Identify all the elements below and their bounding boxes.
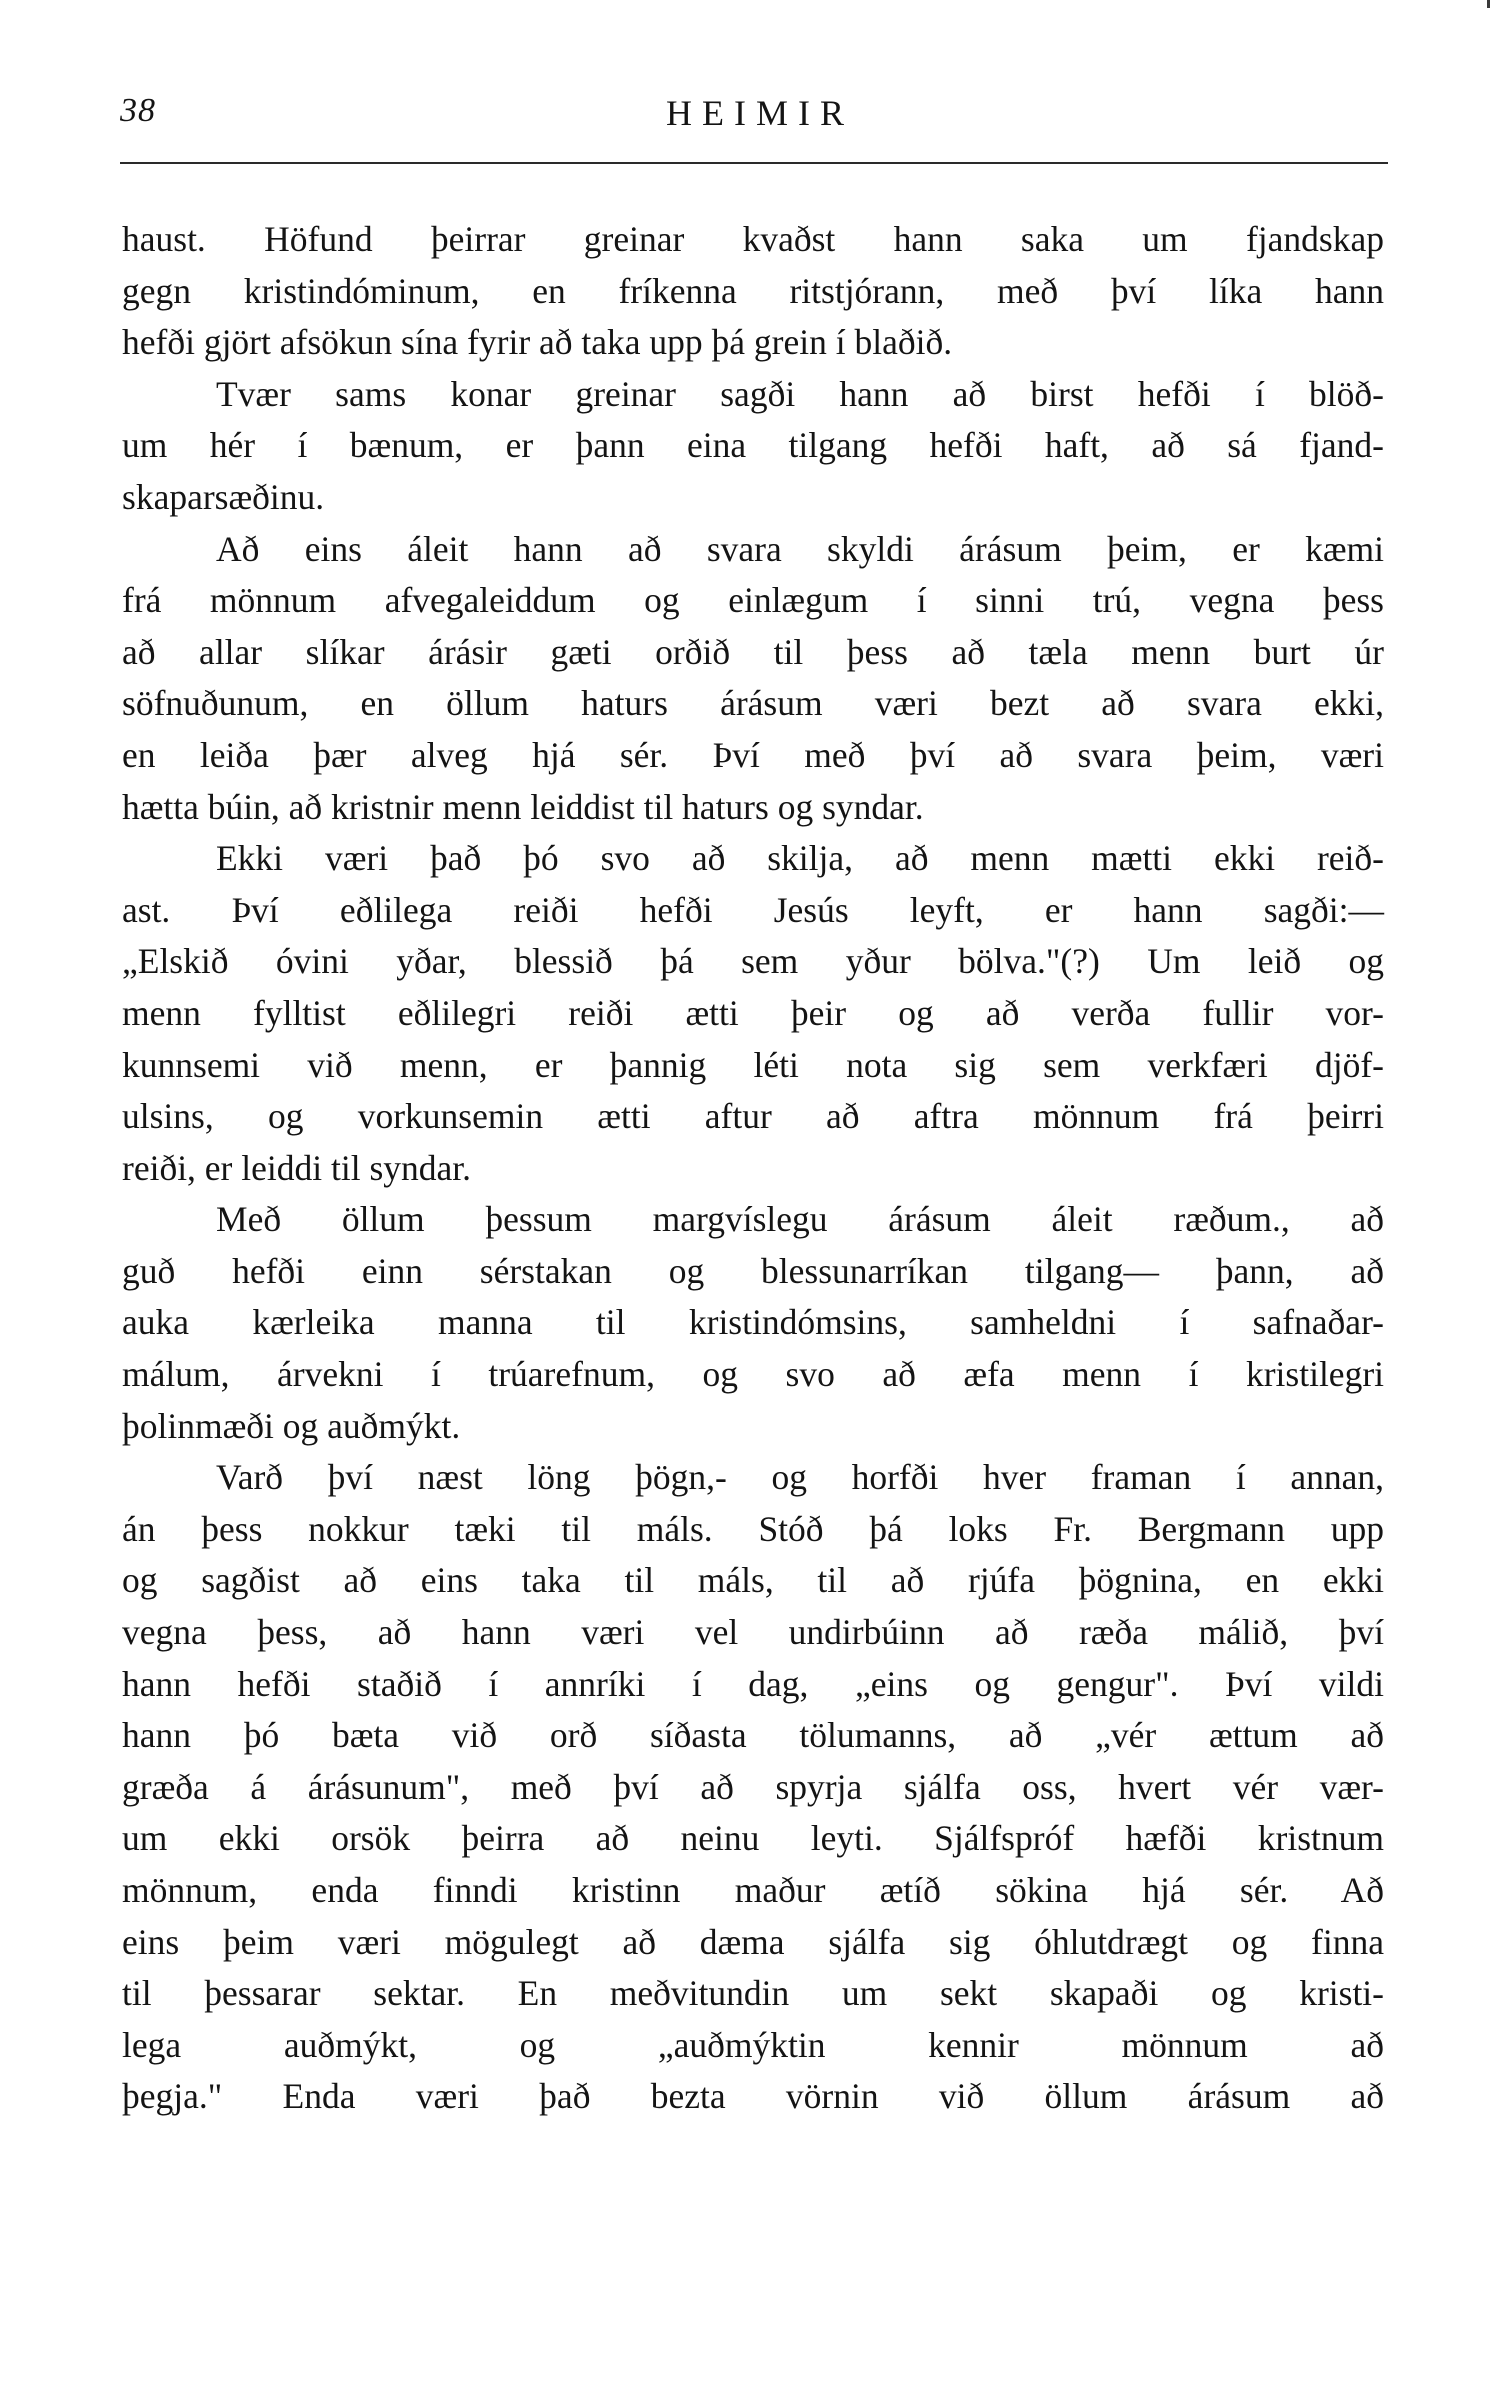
text-line: að allar slíkar árásir gæti orðið til þess að tæla menn burt úr [122, 631, 1384, 672]
text-line: Að eins áleit hann að svara skyldi árásum þeim, er kæmi [216, 528, 1384, 569]
text-line: en leiða þær alveg hjá sér. Því með því að svara þeim, væri [122, 734, 1384, 775]
text-line: Ekki væri það þó svo að skilja, að menn mætti ekki reið- [216, 838, 1384, 879]
text-line: frá mönnum afvegaleiddum og einlægum í sinni trú, vegna þess [122, 580, 1384, 621]
text-line: hefði gjört afsökun sína fyrir að taka upp þá grein í blaðið. [122, 322, 953, 363]
paragraph [122, 833, 1384, 1194]
text-line: um hér í bænum, er þann eina tilgang hefði haft, að sá fjand- [122, 425, 1384, 466]
text-line: ulsins, og vorkunsemin ætti aftur að aftra mönnum frá þeirri [122, 1096, 1384, 1137]
paragraph [122, 1452, 1384, 2123]
text-line: mönnum, enda finndi kristinn maður ætíð sökina hjá sér. Að [122, 1870, 1384, 1910]
text-line: þegja." Enda væri það bezta vörnin við öllum árásum að [122, 2076, 1384, 2117]
body-text [122, 214, 1384, 2123]
text-line: kunnsemi við menn, er þannig léti nota sig sem verkfæri djöf- [122, 1044, 1384, 1085]
text-line: hætta búin, að kristnir menn leiddist til haturs og syndar. [122, 786, 924, 827]
text-line: málum, árvekni í trúarefnum, og svo að æfa menn í kristilegri [122, 1354, 1384, 1395]
page-number: 38 [120, 92, 156, 129]
text-line: Með öllum þessum margvíslegu árásum áleit ræðum., að [216, 1199, 1384, 1240]
text-line: vegna þess, að hann væri vel undirbúinn að ræða málið, því [122, 1612, 1384, 1653]
text-line: hann hefði staðið í annríki í dag, „eins og gengur". Því vildi [122, 1663, 1384, 1704]
text-line: reiði, er leiddi til syndar. [122, 1147, 472, 1188]
text-line: eins þeim væri mögulegt að dæma sjálfa sig óhlutdrægt og finna [122, 1921, 1384, 1962]
page-header [120, 92, 1388, 152]
text-line: menn fylltist eðlilegri reiði ætti þeir og að verða fullir vor- [122, 992, 1384, 1033]
text-line: „Elskið óvini yðar, blessið þá sem yður bölva."(?) Um leið og [122, 941, 1384, 982]
paragraph [122, 369, 1384, 524]
text-line: þolinmæði og auðmýkt. [122, 1405, 461, 1446]
text-line: söfnuðunum, en öllum haturs árásum væri bezt að svara ekki, [122, 683, 1384, 724]
text-line: og sagðist að eins taka til máls, til að rjúfa þögnina, en ekki [122, 1560, 1384, 1601]
text-line: Tvær sams konar greinar sagði hann að birst hefði í blöð- [216, 373, 1384, 414]
text-line: haust. Höfund þeirrar greinar kvaðst hann saka um fjandskap [122, 219, 1384, 259]
text-line: Varð því næst löng þögn,- og horfði hver framan í annan, [216, 1457, 1384, 1498]
text-line: um ekki orsök þeirra að neinu leyti. Sjálfspróf hæfði kristnum [122, 1818, 1384, 1859]
text-line: græða á árásunum", með því að spyrja sjálfa oss, hvert vér vær- [122, 1766, 1384, 1807]
text-line: lega auðmýkt, og „auðmýktin kennir mönnum að [122, 2024, 1384, 2065]
text-line: án þess nokkur tæki til máls. Stóð þá loks Fr. Bergmann upp [122, 1508, 1384, 1549]
paragraph [122, 1194, 1384, 1452]
text-line: ast. Því eðlilega reiði hefði Jesús leyft, er hann sagði:— [122, 889, 1384, 930]
text-line: hann þó bæta við orð síðasta tölumanns, að „vér ættum að [122, 1715, 1384, 1756]
text-line: til þessarar sektar. En meðvitundin um sekt skapaði og kristi- [122, 1973, 1384, 2014]
paragraph [122, 214, 1384, 369]
header-rule [120, 162, 1388, 164]
text-line: auka kærleika manna til kristindómsins, samheldni í safnaðar- [122, 1302, 1384, 1343]
text-line: gegn kristindóminum, en fríkenna ritstjórann, með því líka hann [122, 270, 1384, 311]
page-edge-mark [1487, 0, 1490, 8]
paragraph [122, 524, 1384, 834]
text-line: skaparsæðinu. [122, 476, 325, 517]
text-line: guð hefði einn sérstakan og blessunarríkan tilgang— þann, að [122, 1250, 1384, 1291]
running-title: HEIMIR [666, 93, 854, 133]
